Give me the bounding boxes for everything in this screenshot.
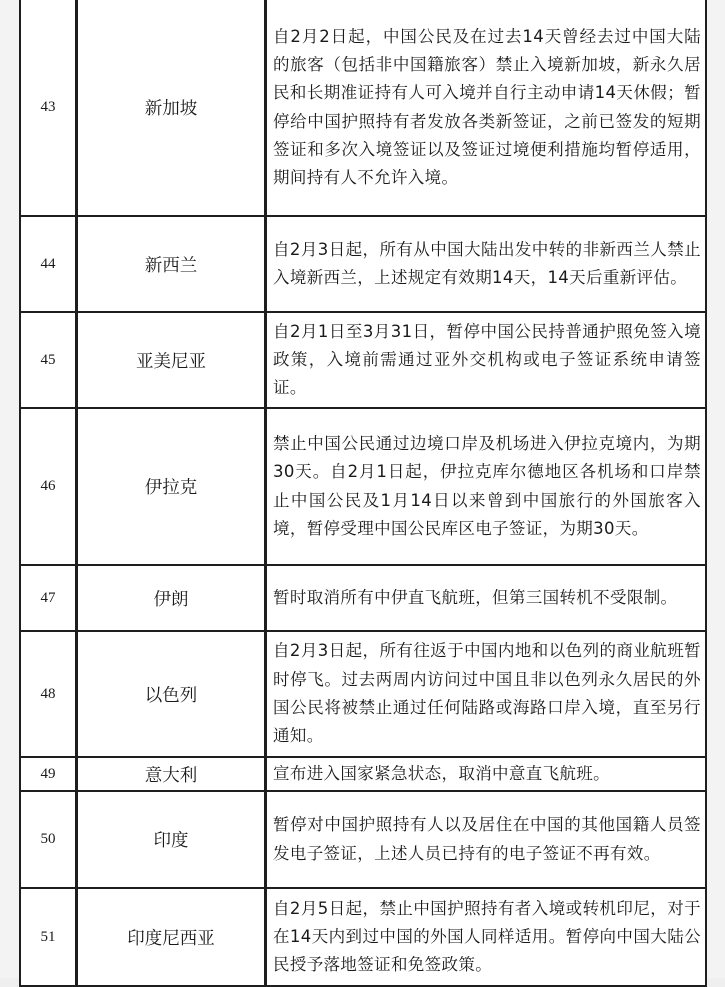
table-row	[20, 408, 706, 565]
row-number: 46	[20, 408, 77, 565]
policy-description: 宣布进入国家紧急状态，取消中意直飞航班。	[266, 757, 707, 791]
policy-description: 自2月1日至3月31日，暂停中国公民持普通护照免签入境政策，入境前需通过亚外交机构或电子签证系统申请签证。	[266, 312, 707, 408]
policy-description: 暂停对中国护照持有人以及居住在中国的其他国籍人员签发电子签证，上述人员已持有的电子签证不再有效。	[266, 791, 707, 888]
policy-description: 自2月3日起，所有往返于中国内地和以色列的商业航班暂时停飞。过去两周内访问过中国且非以色列永久居民的外国公民将被禁止通过任何陆路或海路口岸入境，直至另行通知。	[266, 631, 707, 757]
row-number: 44	[20, 216, 77, 312]
row-number: 43	[20, 0, 77, 216]
table-row	[20, 565, 706, 631]
country-name: 印度尼西亚	[77, 888, 266, 986]
table-row	[20, 888, 706, 986]
table-row	[20, 312, 706, 408]
country-name: 新加坡	[77, 0, 266, 216]
row-number: 49	[20, 757, 77, 791]
table-row	[20, 0, 706, 216]
table-row	[20, 631, 706, 757]
table-row	[20, 216, 706, 312]
row-number: 48	[20, 631, 77, 757]
policy-description: 自2月5日起，禁止中国护照持有者入境或转机印尼，对于在14天内到过中国的外国人同样适用。暂停向中国大陆公民授予落地签证和免签政策。	[266, 888, 707, 986]
country-name: 新西兰	[77, 216, 266, 312]
table-row	[20, 791, 706, 888]
country-name: 伊拉克	[77, 408, 266, 565]
row-number: 51	[20, 888, 77, 986]
row-number: 50	[20, 791, 77, 888]
policy-description: 自2月2日起，中国公民及在过去14天曾经去过中国大陆的旅客（包括非中国籍旅客）禁止入境新加坡，新永久居民和长期准证持有人可入境并自行主动申请14天休假；暂停给中国护照持有者发放各类新签证，之前已签发的短期签证和多次入境签证以及签证过境便利措施均暂停适用，期间持有人不允许入境。	[266, 0, 707, 216]
country-name: 意大利	[77, 757, 266, 791]
country-name: 印度	[77, 791, 266, 888]
policy-description: 禁止中国公民通过边境口岸及机场进入伊拉克境内，为期30天。自2月1日起，伊拉克库尔德地区各机场和口岸禁止中国公民及1月14日以来曾到中国旅行的外国旅客入境，暂停受理中国公民库区电子签证，为期30天。	[266, 408, 707, 565]
row-number: 45	[20, 312, 77, 408]
policy-description: 暂时取消所有中伊直飞航班，但第三国转机不受限制。	[266, 565, 707, 631]
policy-description: 自2月3日起，所有从中国大陆出发中转的非新西兰人禁止入境新西兰，上述规定有效期14天，14天后重新评估。	[266, 216, 707, 312]
table-row	[20, 757, 706, 791]
row-number: 47	[20, 565, 77, 631]
country-name: 亚美尼亚	[77, 312, 266, 408]
country-name: 伊朗	[77, 565, 266, 631]
country-name: 以色列	[77, 631, 266, 757]
travel-restriction-table	[19, 0, 707, 987]
